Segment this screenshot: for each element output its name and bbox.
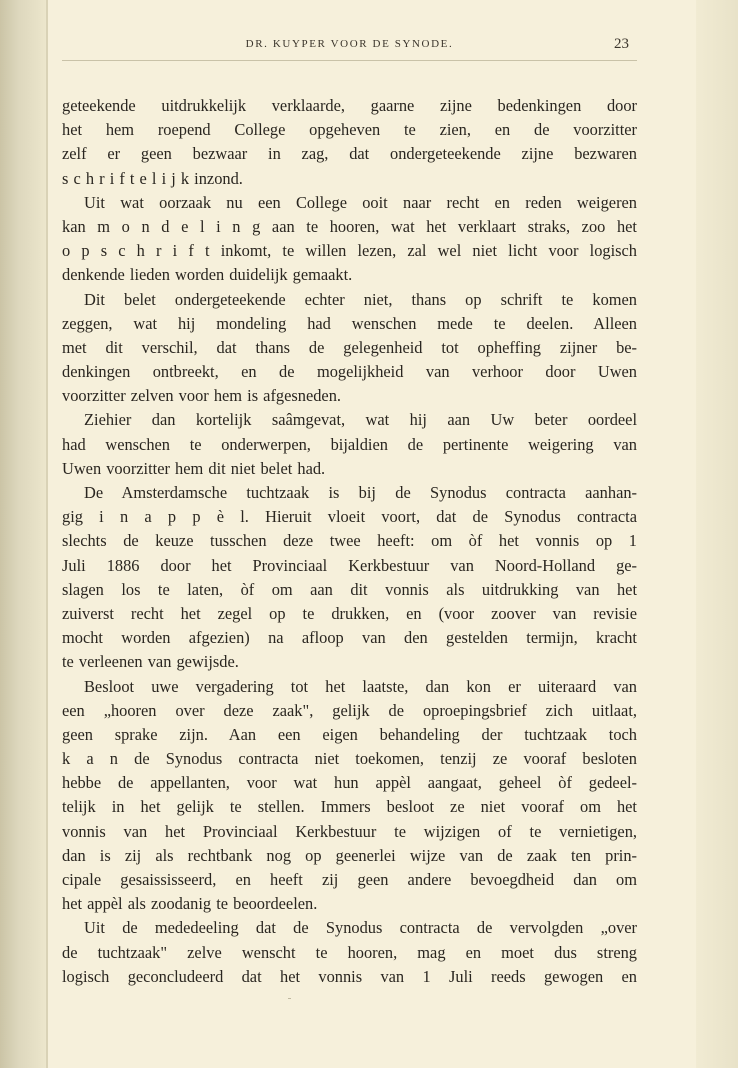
header-rule — [62, 60, 637, 62]
gutter-edge — [46, 0, 48, 1068]
text-line: een „hooren over deze zaak", gelijk de oproepingsbrief zich uitlaat, — [62, 700, 637, 720]
running-head — [62, 38, 637, 58]
text-line: te verleenen van gewijsde. — [62, 652, 239, 672]
text-line: cipale gesaississeerd, en heeft zij geen andere bevoegdheid dan om — [62, 870, 637, 889]
text-line: de tuchtzaak" zelve wenscht te hooren, mag en moet dus streng — [62, 942, 637, 962]
text-line: zelf er geen bezwaar in zag, dat ondergeteekende zijne bezwaren — [62, 144, 637, 164]
text-line: vonnis van het Provinciaal Kerkbestuur te wijzigen of te vernietigen, — [62, 821, 637, 841]
text-line: k a n de Synodus contracta niet toekomen, tenzij ze vooraf besloten — [62, 749, 637, 769]
text-line: het hem roepend College opgeheven te zien, en de voorzitter — [62, 120, 637, 140]
text-line: Ziehier dan kortelijk saâmgevat, wat hij aan Uw beter oordeel — [84, 410, 637, 430]
text-line: had wenschen te onderwerpen, bijaldien de pertinente weigering van — [62, 434, 637, 454]
text-line: denkingen ontbreekt, en de mogelijkheid van verhoor door Uwen — [62, 362, 637, 382]
running-title: DR. KUYPER VOOR DE SYNODE. — [245, 38, 454, 50]
text-line: gig i n a p p è l. Hieruit vloeit voort, dat de Synodus contracta — [62, 507, 637, 527]
text-line: slechts de keuze tusschen deze twee heeft: om òf het vonnis op 1 — [62, 531, 637, 551]
text-line: Uwen voorzitter hem dit niet belet had. — [62, 458, 326, 478]
text-line: slagen los te laten, òf om aan dit vonnis als uitdrukking van het — [62, 579, 637, 599]
text-line: met dit verschil, dat thans de gelegenheid tot opheffing zijner be- — [62, 337, 637, 357]
bottom-speck — [288, 998, 291, 999]
text-line: kan m o n d e l i n g aan te hooren, wat het verklaart straks, zoo het — [62, 216, 637, 236]
text-line: Besloot uwe vergadering tot het laatste, dan kon er uiteraard van — [84, 676, 637, 696]
page-number: 23 — [614, 36, 629, 52]
text-line: s c h r i f t e l i j k inzond. — [62, 168, 243, 188]
text-line: Uit de mededeeling dat de Synodus contracta de vervolgden „over — [84, 918, 637, 938]
text-line: voorzitter zelven voor hem is afgesneden. — [62, 386, 341, 406]
text-line: dan is zij als rechtbank nog op geenerlei wijze van de zaak ten prin- — [62, 845, 637, 865]
text-line: geen sprake zijn. Aan een eigen behandeling der tuchtzaak toch — [62, 724, 637, 744]
text-line: zeggen, wat hij mondeling had wenschen mede te deelen. Alleen — [62, 313, 637, 333]
text-line: mocht worden afgezien) na afloop van den gestelden termijn, kracht — [62, 628, 637, 648]
text-line: o p s c h r i f t inkomt, te willen lezen, zal wel niet licht voor logisch — [62, 241, 637, 261]
text-line: Juli 1886 door het Provinciaal Kerkbestuur van Noord-Holland ge- — [62, 555, 637, 575]
text-line: telijk in het gelijk te stellen. Immers besloot ze niet vooraf om het — [62, 797, 637, 817]
text-line: Uit wat oorzaak nu een College ooit naar recht en reden weigeren — [84, 192, 637, 212]
text-line: logisch geconcludeerd dat het vonnis van 1 Juli reeds gewogen en — [62, 966, 637, 986]
text-line: het appèl als zoodanig te beoordeelen. — [62, 894, 318, 914]
text-line: geteekende uitdrukkelijk verklaarde, gaarne zijne bedenkingen door — [62, 96, 637, 115]
text-line: hebbe de appellanten, voor wat hun appèl aangaat, geheel òf gedeel- — [62, 773, 637, 793]
text-line: zuiverst recht het zegel op te drukken, en (voor zoover van revisie — [62, 603, 637, 623]
body-text — [62, 94, 637, 989]
book-spine-shadow — [0, 0, 46, 1068]
text-line: De Amsterdamsche tuchtzaak is bij de Synodus contracta aanhan- — [84, 483, 637, 502]
text-line: denkende lieden worden duidelijk gemaakt. — [62, 265, 353, 285]
text-line: Dit belet ondergeteekende echter niet, thans op schrift te komen — [84, 289, 637, 309]
page-edge-shadow — [696, 0, 738, 1068]
